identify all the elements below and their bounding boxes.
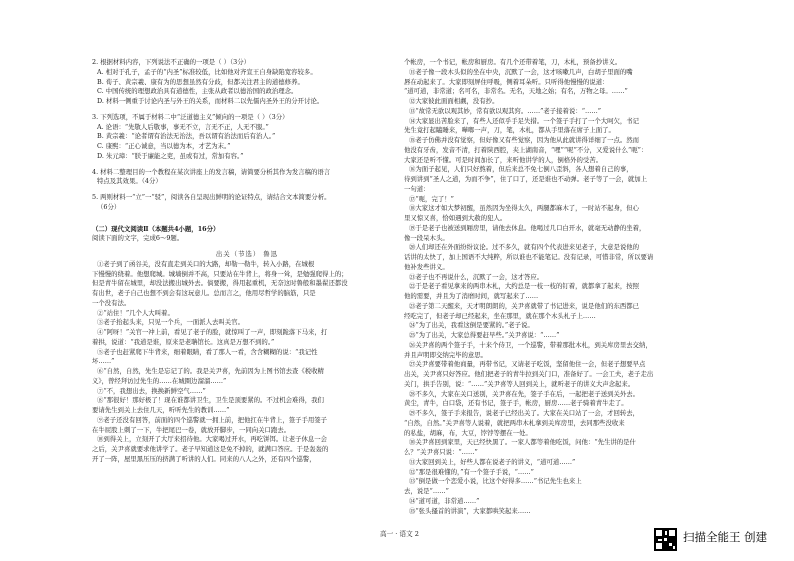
question-line: D. 材料一侧重于讨论内圣与外王的关系，而材料二以先儒内圣外王的分开讨论。	[97, 97, 324, 105]
article-line: ㉒于是老子看见拿来的两串木札，大约总是一枝一枝的钉着，就都拿了起来，按照	[409, 282, 640, 291]
article-line: ③老子抬起头来，只见一个兵，一面派人去叫关官。	[97, 318, 244, 327]
article-line: ⑧“那很好！那好极了！现在谁都讲卫生，卫生是顶要紧的。不过机会难得，我们	[97, 396, 324, 405]
article-line: ⑨老子还没有回答，前面的四个巡警就一拥上前，把他扛在牛背上，签子手用签子	[97, 415, 328, 424]
article-line: ⑲于是老子也被送到厢房里，请他去休息。他喝过几口白开水，就毫无动静的坐着，	[409, 223, 646, 232]
article-line: ㉝“倒是做一个恋爱小说，比这个好得多……”书记先生也来上	[409, 477, 582, 486]
article-line: ⑯为面子起见，人们只好熬着，但后来总不免七倒八歪斜，各人想着自己的事，	[409, 165, 633, 174]
left-column	[92, 58, 402, 465]
article-line: 一个没有法。	[92, 298, 131, 307]
article-line: 在牛屁股上刺了一下，牛把尾巴一卷，就放开脚步，一同向关口跑去。	[92, 425, 291, 434]
qr-code-icon	[654, 528, 677, 551]
article-line: ⑦“不，我想出去，换换新鲜空气……”	[97, 386, 206, 395]
article-title: 出关（节选） 鲁迅	[215, 250, 279, 258]
article-line: ④“阿呀！”关官一冲上前，看见了老子的脸，就惊叫了一声，即刻跪落下马来，打	[97, 328, 328, 336]
article-line: 关门，拱手告别，说：“……”关尹喜等人回到关上，就听老子的讲义大声念起来。	[404, 379, 635, 388]
question-line: 特点及其效果。（4分）	[97, 177, 162, 186]
article-line: “道可道，非常道；名可名，非常名。无名，天地之始；有名，万物之母。……”	[404, 87, 628, 96]
article-line: 下慢慢的绕着。他想爬城。城墙倒并不高，只要站在牛背上，将身一耸，是勉强爬得上的；	[92, 269, 348, 278]
article-line: 像一段呆木头。	[404, 233, 449, 242]
article-line: ㉗关尹喜要带着他商量，再带书记，又请老子吃饭，坚留他住一会，但老子想要早点	[409, 360, 646, 369]
article-line: 要请先生到关上去住几天，听听先生的教训……”	[92, 406, 230, 414]
spacer	[92, 213, 402, 225]
section-instruction: 阅读下面的文字，完成6～9题。	[92, 234, 184, 243]
article-line: 的私盐，胡麻，布，大豆，饽饽等摆在一处。	[404, 428, 532, 437]
article-line: 去，说是“……”	[404, 487, 449, 495]
article-line: 他没有牙齿，发音不清，打着陕西腔，夹上湖南音，“哩”“呢”不分，又爱说什么“呃”：	[404, 145, 648, 154]
article-line: 话讲的太快了，加上国语不大纯粹，所以谁也不能笔记。没有记录，可惜非常，所以要请	[404, 253, 654, 261]
question-line: 3. 下列选项，不属于材料二中“泛道德主义”倾向的一项是（ ）（3分）	[92, 112, 289, 121]
article-line: ①老子到了函谷关，没有直走到关口的大路，却勒一勒牛，转入小路，在城根	[97, 259, 315, 268]
article-line: 着拱，说道：“我道是谁，原来是老聃馆长。这真是万想不到的。”	[92, 337, 275, 346]
article-line: ⑥“自然，自然，先生是忘记了的。我是关尹喜，先前因为上图书馆去查《税收精	[97, 367, 324, 375]
article-line: 出关，关尹喜只好答应。他们把老子的青牛拉到关门口，准备好了。一会工夫，老子走出	[404, 370, 654, 378]
article-line: 黄尘，青牛，白口袋，还有书记，签子手，帐房，厨房……老子骑着青牛走了。	[404, 399, 628, 408]
article-line: ⑮老子仿佛并没有觉察，但好像又有些觉察，因为他从此就讲得详细了一点。然而	[409, 136, 640, 144]
question-line: （6分）	[97, 202, 121, 211]
article-line: ㉛大家回到关上，好些人都在说老子的讲义，“道可道……”	[409, 457, 576, 466]
section-title: （二）现代文阅读Ⅱ（本题共4小题，16分）	[92, 224, 220, 233]
article-line: ㉚关尹喜回到家里，天已经快黑了。一家人都等着他吃饭，问他：“先生讲的是什	[409, 438, 636, 447]
article-line: 个帐房，一个书记，帐房和厨房。有几个还带着笔，刀，木札，预备抄讲义。	[404, 58, 622, 66]
article-line: ㉘不多久，大家在关口送别，关尹喜在先，签子手在后，一起把老子送到关外去。	[409, 389, 640, 398]
article-line: 义》，曾经拜访过先生的……在城圈边溜溜……”	[92, 376, 227, 385]
question-line: B. 黄宗羲：“论者谓有治法无治法，吾以谓有治法而后有治人。”	[97, 132, 276, 141]
article-line: 待到讲到“圣人之道，为而不争”，住了口了，还是谁也不动弹。老子等了一会，就加上	[404, 175, 647, 183]
question-line: C. 中国传统的理想政治具有道德性，主张从政者以德治国的政治理念。	[97, 87, 298, 96]
article-line: 里又惊又喜，恰如遇到大赦的犯人。	[404, 214, 507, 222]
article-line: ㉟“张头搔首的讲演”，大家都哄笑起来……	[409, 506, 531, 515]
question-line: 2. 根据材料内容，下列说法不正确的一项是（ ）（3分）	[92, 58, 251, 66]
article-line: 开了一阵，屋里黑压压的挤满了听讲的人们。同来的八人之外，还有四个巡警，	[92, 454, 316, 463]
article-line: ⑩到得关上，立刻开了大厅来招待他。大家喝过开水，再吃饼饵。让老子休息一会	[97, 435, 328, 444]
article-line: ㉖关尹喜的两个签子手，十来个侍卫，一个巡警，带着那批木札，到关库房里去交纳，	[409, 340, 652, 349]
article-line: ⑳人们却还在外面纷纷议论。过不多久，就有四个代表进来见老子，大意是说他的	[409, 243, 640, 252]
article-line: 他的需要，并且为了消磨时间，就写起来了……	[404, 292, 539, 300]
article-line: ㉞“道可道，非常道……”	[409, 496, 480, 505]
article-line: ⑤老子也赶紧爬下牛背来，细着眼睛，看了那人一看，含含糊糊的说：“我记性	[97, 347, 318, 356]
article-line: 坏……”	[92, 357, 115, 366]
article-line: 并且声明即交纳完毕的意思。	[404, 350, 488, 359]
article-line: ㉑老子也不再说什么，沉默了一会，这才答应。	[409, 272, 544, 281]
article-line: 但是青牛留在城里，却没法搬出城外去。倘要搬，得用起重机，无奈这时鲁般和墨翟还都没	[92, 279, 348, 288]
article-line: ⑬“故常无欲以观其妙，常有欲以观其窍。……”老子接着说：“……”	[409, 106, 602, 115]
question-line: A. 论语：“先敬人后敬事，事无不立，言无不正，人无不服。”	[97, 122, 269, 131]
article-line: ㉜“那是很难懂的，”有一个签子手说，“……”	[409, 467, 534, 476]
question-line: 4. 材料二整理目的一个教程在某次讲座上的发言稿，请简要分析其作为发言稿的语言	[92, 167, 331, 176]
article-line: 之后，关尹喜就要求他讲学了。老子早知道这是免不掉的，就满口答应。于是轰轰的	[92, 445, 329, 453]
article-line: 先生竟打起瞌睡来，嘩啷一声，刀，笔，木札，都从手里落在席子上面了。	[404, 126, 615, 135]
scan-watermark: 扫描全能王 创建	[683, 530, 768, 544]
article-line: ㉓老子第二天醒来，天才明朗朗的，关尹喜就带了书记进来，说是他们的东西都已	[409, 301, 640, 310]
article-line: 唇在动起来了。大家即刻屏住呼吸，侧着耳朵听。只听得他慢慢的说道：	[404, 77, 609, 86]
question-line: B. 荀子、黄宗羲、康有为的思想虽然有分歧，但都关注君主的道德修养。	[97, 77, 304, 86]
article-line: ㉔“为了出关，我看这倒是要紧的。”老子说。	[409, 321, 534, 330]
article-line: 么？”关尹喜只说：“……”	[404, 448, 478, 456]
question-line: 5. 两则材料一“立”一“驳”，阅读各自呈现出鲜明的论证特点，请结合文本简要分析。	[92, 193, 331, 201]
question-line: D. 朱元璋：“朕于廉能之吏，虽或有过，常加有容。”	[97, 151, 244, 160]
page-footer: 高一 · 语文 2	[380, 530, 419, 538]
question-line: A. 相对于孔子，孟子的“内圣”标准较低，比如他对齐宣王自身缺陷宽容较多。	[97, 67, 317, 76]
article-line: “自然，自然。”关尹喜等人说着，就把两串木札拿到关库房里，去同那些没收来	[404, 418, 625, 427]
article-line: 经吃完了，但老子却已经起来，坐在那里，就在那个木头札子上……	[404, 311, 596, 320]
article-line: ㉕“为了出关，大家总得要赶早些。”关尹喜说：“……”	[409, 331, 560, 339]
article-line: ⑫大家彼此面面相觑，没有抄。	[409, 97, 499, 105]
right-column	[404, 58, 708, 516]
article-line: 一句道：	[404, 184, 430, 193]
article-line: ⑰“呃，完了！”	[409, 194, 454, 203]
article-line: 大家还是听不懂。可是时间加长了，来听他讲学的人，倒格外的受苦。	[404, 155, 603, 164]
article-line: ⑪老子像一段木头似的坐在中央，沉默了一会，这才咳嗽几声，白胡子里面的嘴	[409, 67, 633, 76]
article-line: ②“站住！”几个人大叫着。	[97, 308, 174, 317]
question-line: C. 康熙：“正心诚意，当以德为本，才艺为末。”	[97, 142, 231, 150]
article-line: 有出世，老子自己也想不到会有这玩意儿。总而言之，他用尽哲学的脑筋，只是	[92, 289, 316, 297]
article-line: ㉙不多久，签子手来报告，说老子已经出关了。大家在关口站了一会，才回转去，	[409, 409, 640, 417]
article-line: 他补发些讲义。	[404, 262, 449, 271]
article-line: ⑭大家显出苦脸来了，有些人还似乎手足失措。一个签子手打了一个大呵欠，书记	[409, 116, 640, 125]
article-line: ⑱大家这才如大梦初醒，虽然因为坐得太久，两腿都麻木了，一时站不起身，但心	[409, 204, 640, 213]
